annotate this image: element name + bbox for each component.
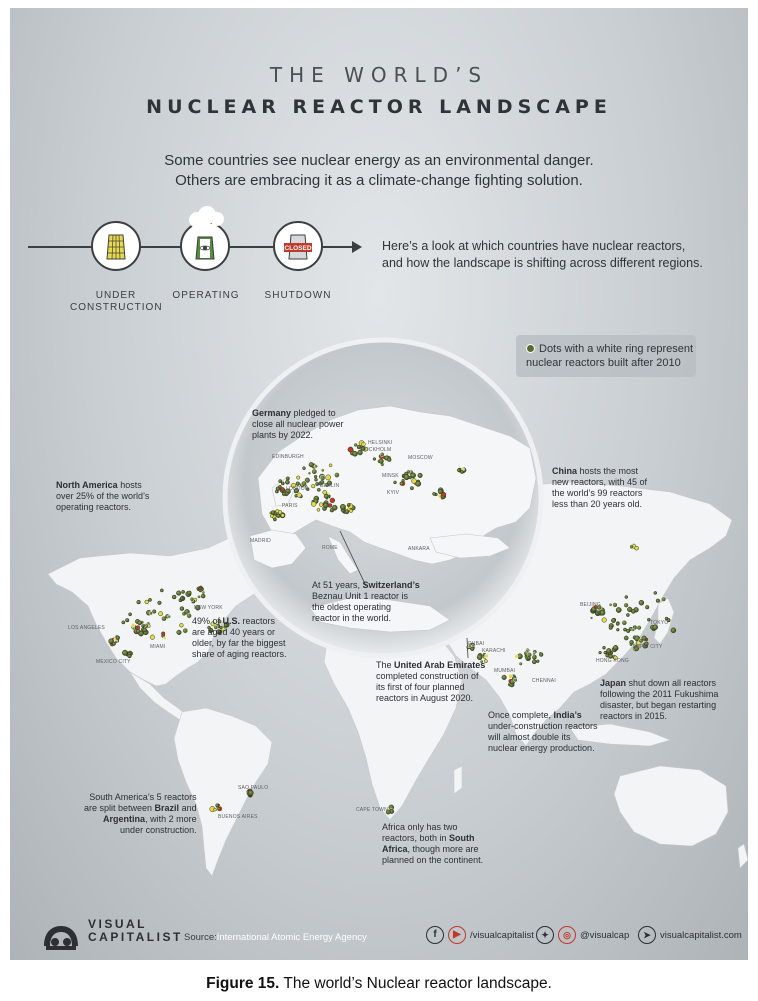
under-construction-icon (91, 221, 141, 271)
legend-shutdown-label: SHUTDOWN (264, 290, 332, 301)
city-kyiv: KYIV (387, 490, 400, 496)
reactor-dot (138, 621, 142, 625)
reactor-dot (404, 474, 409, 479)
intro-text (10, 151, 748, 191)
reactor-dot (148, 598, 151, 601)
reactor-dot (270, 514, 273, 517)
caption-text: The world’s Nuclear reactor landscape. (279, 975, 552, 992)
city-mexico-city: MEXICO CITY (96, 659, 131, 665)
city-new-york: NEW YORK (194, 605, 223, 611)
reactor-dot (402, 479, 405, 482)
reactor-dot (161, 632, 165, 636)
reactor-dot (187, 613, 192, 618)
reactor-dot (347, 503, 350, 506)
reactor-dot (314, 475, 317, 478)
annotation-north-america: North America hosts over 25% of the world’s operating reactors. (56, 480, 150, 512)
reactor-dot (411, 473, 416, 478)
intro-line-2: Others are embracing it as a climate-change fighting solution. (175, 172, 583, 189)
city-cape-town: CAPE TOWN (356, 807, 388, 813)
reactor-dot (197, 595, 200, 598)
reactor-dot (485, 654, 489, 658)
reactor-dot (595, 612, 598, 615)
reactor-dot (277, 514, 281, 518)
reactor-dot (637, 625, 642, 630)
reactor-dot (311, 502, 316, 507)
reactor-dot (142, 625, 145, 628)
reactor-dot (216, 804, 219, 807)
city-ankara: ANKARA (408, 546, 430, 552)
reactor-dot (308, 472, 311, 475)
reactor-dot (321, 469, 324, 472)
city-buenos-aires: BUENOS AIRES (218, 814, 258, 820)
reactor-dot (285, 480, 289, 484)
ringed-dot-icon (526, 344, 535, 353)
reactor-dot (611, 618, 615, 622)
madagascar (454, 766, 462, 794)
cursor-icon[interactable]: ➤ (638, 926, 656, 944)
brand-name (88, 918, 183, 944)
reactor-dot (201, 594, 205, 598)
brand-line-1: VISUAL (88, 917, 148, 931)
steam-cloud-icon (185, 204, 229, 233)
instagram-icon[interactable]: ◎ (558, 926, 576, 944)
infographic-poster (10, 8, 748, 960)
city-sao-paulo: SAO PAULO (238, 785, 269, 791)
reactor-dot (661, 597, 666, 602)
source-label: Source: (184, 932, 217, 943)
reactor-dot (613, 645, 618, 650)
reactor-dot (654, 591, 657, 594)
reactor-dot (328, 504, 332, 508)
new-zealand (738, 844, 748, 868)
reactor-dot (599, 651, 602, 654)
reactor-dot (218, 807, 221, 810)
reactor-dot (202, 591, 205, 594)
reactor-dot (630, 545, 634, 549)
reactor-dot (345, 510, 349, 514)
source-value: International Atomic Energy Agency (216, 932, 367, 943)
reactor-dot (131, 623, 135, 627)
reactor-dot (199, 587, 202, 590)
reactor-dot (400, 482, 404, 486)
reactor-dot (180, 597, 183, 600)
reactor-dot (150, 635, 155, 640)
annotation-germany: Germany pledged to close all nuclear power plants by 2022. (252, 408, 344, 440)
shutdown-reactor-icon (273, 221, 323, 271)
reactor-dot (248, 790, 253, 795)
caption-label: Figure 15. (206, 975, 280, 992)
city-london: LONDON (286, 486, 309, 492)
reactor-dot (319, 503, 323, 507)
city-miami: MIAMI (150, 644, 166, 650)
reactor-dot (606, 648, 611, 653)
legend-under-construction-label (70, 290, 162, 314)
reactor-dot (116, 636, 120, 640)
reactor-dot (168, 615, 171, 618)
reactor-dot (312, 469, 317, 474)
city-beijing: BEIJING (580, 602, 601, 608)
reactor-dot (348, 447, 353, 452)
reactor-dot (632, 629, 635, 632)
reactor-dot (624, 603, 629, 608)
reactor-dot (519, 662, 523, 666)
reactor-dot (609, 626, 613, 630)
reactor-dot (273, 518, 276, 521)
ring-note-line2: nuclear reactors built after 2010 (526, 357, 681, 369)
overview-text (382, 238, 703, 272)
reactor-dot (311, 484, 315, 488)
city-edinburgh: EDINBURGH (272, 454, 304, 460)
reactor-dot (137, 600, 141, 604)
reactor-dot (286, 477, 289, 480)
reactor-dot (177, 630, 182, 635)
reactor-dot (642, 636, 647, 641)
reactor-dot (532, 660, 536, 664)
reactor-dot (361, 442, 365, 446)
reactor-dot (514, 678, 518, 682)
annotation-china: China hosts the most new reactors, with 45 of the world’s 99 reactors less than 20 years old. (552, 466, 648, 509)
reactor-dot (281, 514, 285, 518)
city-karachi: KARACHI (482, 648, 506, 654)
city-dubai: DUBAI (468, 641, 485, 647)
reactor-dot (281, 482, 284, 485)
reactor-dot (279, 480, 282, 483)
reactor-dot (282, 492, 285, 495)
reactor-dot (609, 603, 612, 606)
reactor-dot (271, 511, 275, 515)
reactor-dot (590, 617, 593, 620)
reactor-dot (460, 470, 463, 473)
reactor-dot (622, 620, 627, 625)
annotation-south-america: South America’s 5 reactors are split between Brazil and Argentina, with 2 more under construction. (84, 792, 197, 835)
reactor-dot (394, 481, 397, 484)
annotation-japan: Japan shut down all reactors following the 2011 Fukushima disaster, but began restarting reactors in 2015. (600, 678, 719, 721)
reactor-dot (656, 599, 660, 603)
reactor-dot (136, 629, 140, 633)
reactor-dot (639, 600, 644, 605)
reactor-dot (180, 623, 184, 627)
figure-caption (0, 975, 758, 993)
reactor-dot (626, 613, 629, 616)
reactor-dot (533, 652, 536, 655)
reactor-dot (122, 650, 127, 655)
reactor-dot (160, 589, 163, 592)
reactor-dot (158, 601, 162, 605)
reactor-dot (276, 487, 280, 491)
reactor-dot (297, 476, 300, 479)
reactor-dot (626, 629, 630, 633)
reactor-dot (340, 504, 345, 509)
city-hong-kong: HONG KONG (596, 658, 629, 664)
annotation-switzerland: At 51 years, Switzerland’s Beznau Unit 1 reactor is the oldest operating reactor in the world. (312, 580, 420, 623)
reactor-dot (616, 607, 621, 612)
brand-line-2: CAPITALIST (88, 930, 183, 944)
title-line-1: THE WORLD’S (269, 63, 489, 87)
annotation-india: Once complete, India’s under-construction reactors will almost double its nuclear energy production. (488, 710, 598, 753)
footer (10, 902, 748, 960)
reactor-dot (152, 610, 156, 614)
reactor-dot (317, 508, 320, 511)
reactor-dot (635, 546, 639, 550)
reactor-dot (145, 600, 149, 604)
reactor-dot (623, 628, 626, 631)
reactor-dot (627, 607, 632, 612)
reactor-dot (329, 464, 332, 467)
facebook-icon[interactable]: f (426, 926, 444, 944)
reactor-dot (334, 472, 339, 477)
annotation-us: 49% of U.S. reactors are aged 40 years or older, by far the biggest share of aging reactors. (192, 616, 287, 659)
city-tokyo: TOKYO (650, 620, 669, 626)
reactor-dot (536, 660, 539, 663)
reactor-dot (457, 469, 460, 472)
city-rome: ROME (322, 545, 338, 551)
city-helsinki: HELSINKI (368, 440, 393, 446)
reactor-dot (330, 498, 335, 503)
australia (614, 766, 728, 846)
reactor-dot (532, 655, 536, 659)
reactor-dot (314, 465, 317, 468)
legend-operating-label: OPERATING (172, 290, 240, 301)
reactor-dot (129, 613, 132, 616)
reactor-dot (315, 478, 318, 481)
city-minsk: MINSK (382, 473, 399, 479)
city-madrid: MADRID (250, 538, 271, 544)
reactor-dot (180, 607, 184, 611)
reactor-dot (671, 628, 676, 633)
reactor-dot (442, 492, 446, 496)
reactor-dot (527, 657, 530, 660)
reactor-dot (324, 503, 329, 508)
reactor-dot (603, 646, 606, 649)
reactor-dot (125, 618, 129, 622)
legend-uc-line1: UNDER (95, 290, 137, 301)
reactor-dot (418, 473, 423, 478)
city-stockholm: STOCKHOLM (358, 447, 392, 453)
twitter-icon[interactable]: ✦ (536, 926, 554, 944)
reactor-dot (143, 628, 147, 632)
reactor-dot (323, 490, 327, 494)
reactor-dot (316, 482, 319, 485)
city-moscow: MOSCOW (408, 455, 433, 461)
reactor-dot (508, 674, 512, 678)
ring-legend-note (516, 335, 696, 377)
closed-sign: CLOSED (284, 245, 312, 252)
annotation-africa: Africa only has two reactors, both in South Africa, though more are planned on the continent. (382, 822, 484, 865)
website-link[interactable]: visualcapitalist.com (660, 930, 742, 941)
social-handle-2[interactable]: @visualcap (580, 930, 630, 941)
reactor-dot (410, 487, 413, 490)
reactor-dot (387, 458, 391, 462)
overview-line-1: Here’s a look at which countries have nuclear reactors, (382, 239, 686, 253)
ring-note-line1: Dots with a white ring represent (539, 343, 694, 355)
reactor-dot (183, 628, 188, 633)
reactor-dot (353, 451, 358, 456)
reactor-dot (539, 653, 543, 657)
reactor-dot (132, 627, 135, 630)
reactor-dot (600, 610, 605, 615)
reactor-dot (645, 605, 649, 609)
reactor-dot (515, 655, 519, 659)
reactor-dot (324, 494, 328, 498)
reactor-dot (190, 597, 194, 601)
reactor-dot (602, 618, 607, 623)
overview-line-2: and how the landscape is shifting across different regions. (382, 256, 703, 270)
reactor-dot (625, 596, 628, 599)
arrow-right-icon (352, 241, 362, 253)
reactor-dot (182, 590, 185, 593)
reactor-dot (320, 475, 325, 480)
reactor-dot (158, 612, 162, 616)
reactor-dot (613, 603, 618, 608)
reactor-dot (303, 467, 306, 470)
source-credit (184, 932, 367, 943)
reactor-dot (502, 675, 507, 680)
city-berlin: BERLIN (320, 483, 340, 489)
reactor-dot (276, 510, 279, 513)
legend-uc-line2: CONSTRUCTION (70, 302, 163, 313)
visual-capitalist-logo (40, 922, 82, 952)
city-mumbai: MUMBAI (494, 668, 516, 674)
reactor-dot (526, 649, 529, 652)
reactor-dot (188, 591, 192, 595)
reactor-dot (112, 642, 115, 645)
intro-line-1: Some countries see nuclear energy as an environmental danger. (164, 152, 594, 169)
reactor-dot (616, 622, 619, 625)
reactor-dot (624, 636, 628, 640)
social-handle-1[interactable]: /visualcapitalist (470, 930, 534, 941)
reactor-dot (379, 459, 384, 464)
reactor-dot (309, 462, 314, 467)
reactor-dot (172, 595, 176, 599)
reactor-dot (163, 637, 166, 640)
reactor-dot (128, 654, 132, 658)
reactor-dot (373, 458, 376, 461)
reactor-dot (149, 611, 153, 615)
reactor-dot (471, 647, 475, 651)
city-taipei: TAIPEI CITY (632, 644, 663, 650)
annotation-uae: The United Arab Emirates completed construction of its first of four planned reactors in August 2020. (376, 660, 486, 703)
reactor-dot (616, 628, 619, 631)
city-chennai: CHENNAI (532, 678, 556, 684)
title-line-2: NUCLEAR REACTOR LANDSCAPE (146, 96, 612, 118)
reactor-dot (433, 492, 436, 495)
city-paris: PARIS (282, 503, 298, 509)
reactor-dot (297, 493, 301, 497)
city-los-angeles: LOS ANGELES (68, 625, 105, 631)
youtube-icon[interactable]: ▶ (448, 926, 466, 944)
reactor-dot (122, 621, 125, 624)
reactor-dot (176, 591, 181, 596)
reactor-dot (330, 508, 334, 512)
reactor-dot (214, 808, 217, 811)
reactor-dot (416, 481, 421, 486)
reactor-dot (326, 475, 331, 480)
reactor-dot (350, 509, 353, 512)
